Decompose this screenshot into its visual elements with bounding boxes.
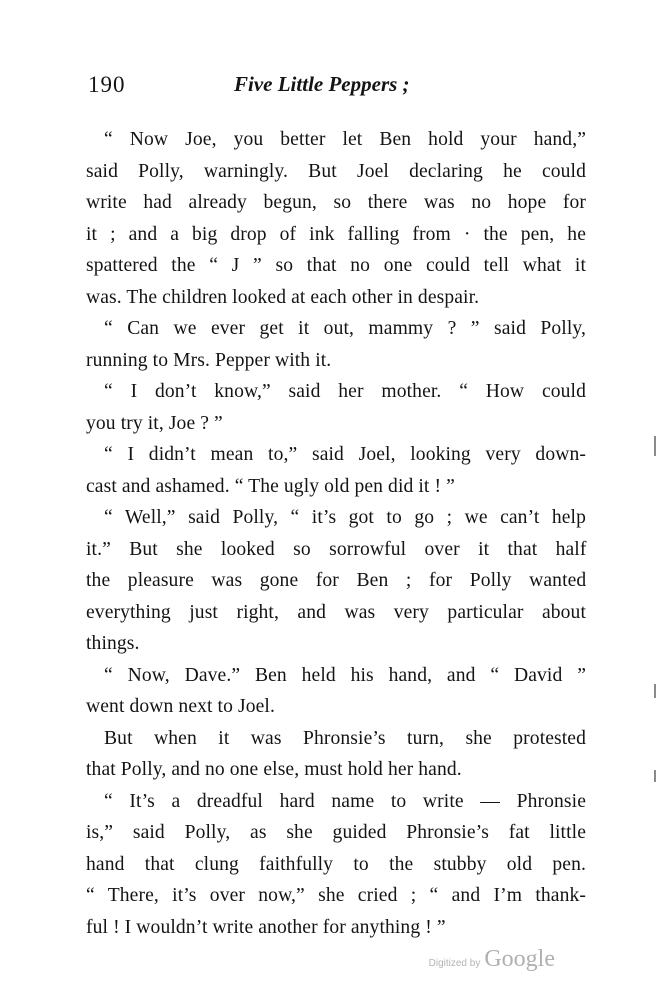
text-line: “ It’s a dreadful hard name to write — Phronsie	[104, 790, 586, 812]
text-line: said Polly, warningly. But Joel declaring he could	[86, 160, 586, 182]
google-logo: Google	[484, 946, 555, 972]
text-line: it ; and a big drop of ink falling from · the pen, he	[86, 223, 586, 245]
paragraph	[86, 786, 586, 944]
text-line: ful ! I wouldn’t write another for anything ! ”	[86, 916, 446, 938]
text-line: you try it, Joe ? ”	[86, 412, 223, 434]
text-line: that Polly, and no one else, must hold her hand.	[86, 759, 462, 780]
paragraph	[86, 723, 586, 786]
text-line: “ Now Joe, you better let Ben hold your hand,”	[104, 129, 586, 150]
text-line: write had already begun, so there was no hope for	[86, 192, 586, 213]
page-number: 190	[88, 72, 126, 97]
body-text	[86, 124, 586, 943]
running-title: Five Little Peppers ;	[234, 72, 410, 96]
text-line: was. The children looked at each other in despair.	[86, 286, 480, 308]
digitization-watermark	[429, 946, 555, 973]
text-line: cast and ashamed. “ The ugly old pen did it ! ”	[86, 475, 455, 497]
text-line: it.” But she looked so sorrowful over it that half	[86, 538, 587, 560]
paragraph	[86, 313, 586, 376]
text-line: hand that clung faithfully to the stubby old pen.	[86, 853, 586, 875]
text-line: spattered the “ J ” so that no one could tell what it	[86, 255, 586, 276]
margin-mark	[654, 770, 656, 782]
paragraph	[86, 376, 586, 439]
text-line: running to Mrs. Pepper with it.	[86, 349, 332, 371]
paragraph	[86, 124, 586, 313]
paragraph	[86, 502, 586, 660]
margin-mark	[654, 436, 656, 456]
digitized-by-label: Digitized by	[428, 958, 481, 969]
text-line: “ There, it’s over now,” she cried ; “ and I’m thank-	[86, 885, 586, 906]
text-line: everything just right, and was very particular about	[86, 601, 586, 623]
text-line: is,” said Polly, as she guided Phronsie’s fat little	[86, 822, 586, 843]
paragraph	[86, 439, 586, 502]
text-line: “ Now, Dave.” Ben held his hand, and “ David ”	[104, 664, 586, 686]
text-line: “ Well,” said Polly, “ it’s got to go ; we can’t help	[104, 507, 586, 528]
page-header	[88, 72, 607, 106]
text-line: But when it was Phronsie’s turn, she protested	[104, 727, 586, 749]
margin-mark	[654, 684, 656, 698]
text-line: “ I didn’t mean to,” said Joel, looking very down-	[104, 444, 586, 465]
text-line: “ Can we ever get it out, mammy ? ” said Polly,	[104, 318, 586, 339]
paragraph	[86, 660, 586, 723]
text-line: the pleasure was gone for Ben ; for Polly wanted	[86, 570, 587, 591]
text-line: went down next to Joel.	[86, 696, 275, 717]
text-line: things.	[86, 633, 140, 654]
text-line: “ I don’t know,” said her mother. “ How could	[104, 381, 586, 402]
